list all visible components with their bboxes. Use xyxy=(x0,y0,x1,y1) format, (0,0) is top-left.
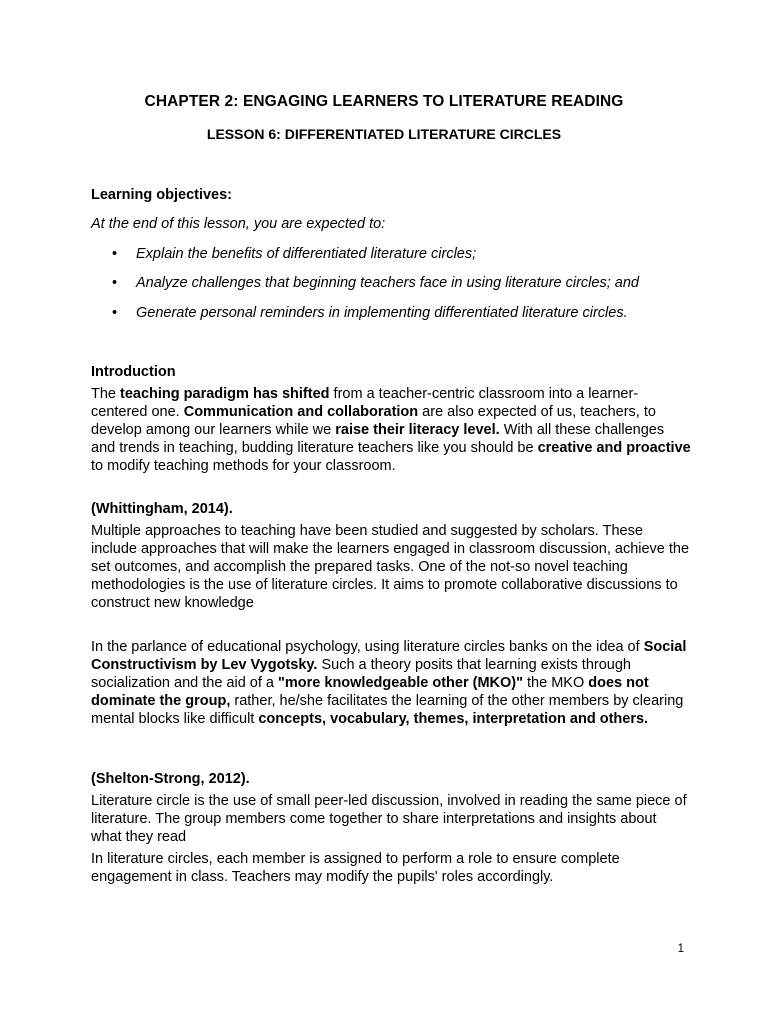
objective-text: Analyze challenges that beginning teachers face in using literature circles; and xyxy=(136,275,639,291)
introduction-heading: Introduction xyxy=(91,364,176,380)
page-number: 1 xyxy=(677,943,684,955)
objectives-intro: At the end of this lesson, you are expected to: xyxy=(91,216,386,232)
introduction-paragraph: The teaching paradigm has shifted from a teacher-centric classroom into a learner-centered one. Communication and collaboration are also expected of us, teachers, to develop among our learners while we raise their literacy level. With all these challenges and trends in teaching, budding literature teachers like you should be creative and proactive to modify teaching methods for your classroom. xyxy=(91,386,691,474)
bullet-icon: • xyxy=(112,246,118,262)
literature-circle-definition: Literature circle is the use of small peer-led discussion, involved in reading the same piece of literature. The group members come together to share interpretations and insights about what they read xyxy=(91,793,687,845)
constructivism-paragraph: In the parlance of educational psychology, using literature circles banks on the idea of Social Constructivism by Lev Vygotsky. Such a theory posits that learning exists through socialization and the aid of a "more knowledgeable other (MKO)" the MKO does not dominate the group, rather, he/she facilitates the learning of the other members by clearing mental blocks like difficult concepts, vocabulary, themes, interpretation and others. xyxy=(91,639,687,727)
bullet-icon: • xyxy=(112,275,118,291)
approaches-paragraph: Multiple approaches to teaching have been studied and suggested by scholars. These include approaches that will make the learners engaged in classroom discussion, achieve the set outcomes, and accomplish the prepared tasks. One of the not-so novel teaching methodologies is the use of literature circles. It aims to promote collaborative discussions to construct new knowledge xyxy=(91,523,690,611)
bullet-icon: • xyxy=(112,305,118,321)
roles-paragraph: In literature circles, each member is assigned to perform a role to ensure complete engagement in class. Teachers may modify the pupils' roles accordingly. xyxy=(91,851,620,885)
citation-whittingham: (Whittingham, 2014). xyxy=(91,501,233,517)
citation-shelton-strong: (Shelton-Strong, 2012). xyxy=(91,771,250,787)
chapter-title: CHAPTER 2: ENGAGING LEARNERS TO LITERATURE READING xyxy=(144,93,624,110)
objective-text: Generate personal reminders in implementing differentiated literature circles. xyxy=(136,305,628,321)
objective-text: Explain the benefits of differentiated literature circles; xyxy=(136,246,477,262)
lesson-title: LESSON 6: DIFFERENTIATED LITERATURE CIRCLES xyxy=(206,126,562,142)
objectives-heading: Learning objectives: xyxy=(91,187,233,203)
